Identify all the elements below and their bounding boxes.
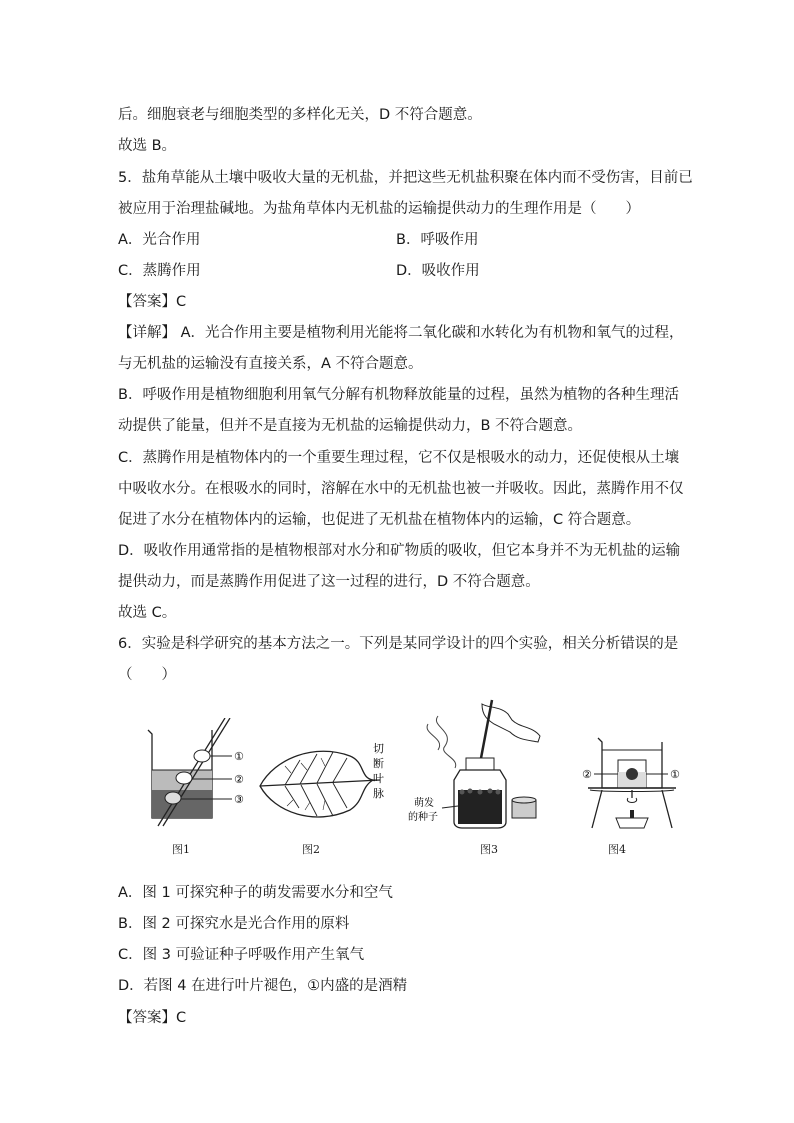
fig1-label-2: ② [234,773,244,786]
fig2-label-char: 切 [373,742,384,755]
q6-option-b: B．图 2 可探究水是光合作用的原料 [118,916,350,932]
q6-answer: 【答案】C [118,1010,187,1026]
explanation-line: 中吸收水分。在根吸水的同时，溶解在水中的无机盐也被一并吸收。因此，蒸腾作用不仅 [118,481,684,497]
fig4-label-2: ② [582,768,592,781]
figure-1-caption: 图1 [172,843,190,856]
explanation-line: 促进了水分在植物体内的运输，也促进了无机盐在植物体内的运输，C 符合题意。 [118,512,641,528]
figure-3-jar-diagram [400,696,550,831]
figure-2-leaf-diagram [255,738,395,828]
question-5-stem: 被应用于治理盐碱地。为盐角草体内无机盐的运输提供动力的生理作用是（ ） [118,201,640,217]
fig3-label: 萌发 [414,798,434,809]
question-6-stem: （ ） [118,667,176,683]
q5-option-a: A．光合作用 [118,232,201,248]
q5-option-c: C．蒸腾作用 [118,263,201,279]
explanation-line: 提供动力，而是蒸腾作用促进了这一过程的进行，D 不符合题意。 [118,574,540,590]
q6-option-c: C．图 3 可验证种子呼吸作用产生氧气 [118,947,365,963]
figure-4-caption: 图4 [608,843,626,856]
q5-option-d: D．吸收作用 [396,263,480,279]
figure-3-caption: 图3 [480,843,498,856]
question-6-stem: 6．实验是科学研究的基本方法之一。下列是某同学设计的四个实验，相关分析错误的是 [118,636,679,652]
text-line: 故选 C。 [118,605,177,621]
fig2-label-char: 断 [373,757,384,770]
fig2-label-char: 脉 [373,787,384,800]
q5-answer: 【答案】C [118,294,187,310]
fig2-label-char: 叶 [373,772,384,785]
fig3-label: 的种子 [408,812,438,823]
explanation-line: D．吸收作用通常指的是植物根部对水分和矿物质的吸收，但它本身并不为无机盐的运输 [118,543,681,559]
q6-option-a: A．图 1 可探究种子的萌发需要水分和空气 [118,885,393,901]
explanation-line: 与无机盐的运输没有直接关系，A 不符合题意。 [118,356,423,372]
figure-1-diagram [140,718,270,828]
explanation-line: 动提供了能量，但并不是直接为无机盐的运输提供动力，B 不符合题意。 [118,418,583,434]
text-line: 故选 B。 [118,138,177,154]
figure-2-caption: 图2 [302,843,320,856]
explanation-line: B．呼吸作用是植物细胞利用氧气分解有机物释放能量的过程，虽然为植物的各种生理活 [118,387,679,403]
fig1-label-1: ① [234,750,244,763]
fig1-label-3: ③ [234,793,244,806]
q5-option-b: B．呼吸作用 [396,232,479,248]
question-5-stem: 5．盐角草能从土壤中吸收大量的无机盐，并把这些无机盐积聚在体内而不受伤害，目前已 [118,170,693,186]
text-line: 后。细胞衰老与细胞类型的多样化无关，D 不符合题意。 [118,107,482,123]
figure-4-waterbath-diagram [580,732,690,832]
explanation-line: C．蒸腾作用是植物体内的一个重要生理过程，它不仅是根吸水的动力，还促使根从土壤 [118,450,680,466]
q6-option-d: D．若图 4 在进行叶片褪色，①内盛的是酒精 [118,978,408,994]
fig4-label-1: ① [670,768,680,781]
explanation-line: 【详解】 A．光合作用主要是植物利用光能将二氧化碳和水转化为有机物和氧气的过程， [118,325,684,341]
